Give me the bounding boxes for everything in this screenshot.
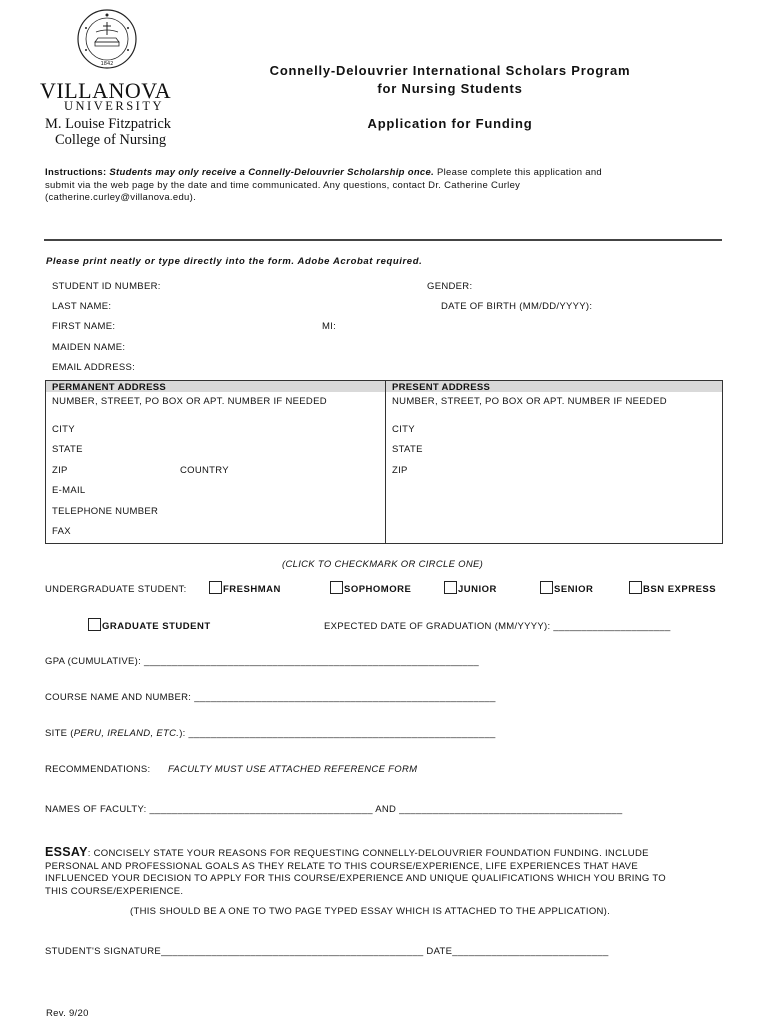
divider <box>44 239 722 241</box>
essay-section <box>45 846 725 898</box>
page-title-line2: for Nursing Students <box>377 81 523 96</box>
first-name-field[interactable]: FIRST NAME: <box>52 321 116 332</box>
site-prefix: SITE ( <box>45 728 74 739</box>
revision-label: Rev. 9/20 <box>46 1008 89 1019</box>
page-subtitle: Application for Funding <box>367 116 533 131</box>
page-title-line1: Connelly-Delouvrier International Scholars Program <box>269 63 631 78</box>
freshman-checkbox[interactable] <box>209 581 222 594</box>
recommendations-label: RECOMMENDATIONS: <box>45 764 151 775</box>
undergraduate-label: UNDERGRADUATE STUDENT: <box>45 584 187 595</box>
instructions <box>45 167 735 205</box>
essay-line4: THIS COURSE/EXPERIENCE. <box>45 885 184 897</box>
present-city-field[interactable]: CITY <box>392 424 415 435</box>
present-state-field[interactable]: STATE <box>392 444 423 455</box>
essay-text: : CONCISELY STATE YOUR REASONS FOR REQUESTING CONNELLY-DELOUVRIER FOUNDATION FUNDING. INCLUDE <box>87 848 649 859</box>
site-suffix: ): _______________________________________________________ <box>179 728 496 739</box>
instructions-label: Instructions: <box>45 167 107 178</box>
faculty-names-field[interactable]: NAMES OF FACULTY: ________________________________________ AND ________________________________________ <box>45 804 623 815</box>
instructions-emphasis: Students may only receive a Connelly-Delouvrier Scholarship once. <box>109 167 435 178</box>
present-street-field[interactable]: NUMBER, STREET, PO BOX OR APT. NUMBER IF NEEDED <box>392 396 667 407</box>
last-name-field[interactable]: LAST NAME: <box>52 301 112 312</box>
print-note: Please print neatly or type directly into the form. Adobe Acrobat required. <box>46 256 423 267</box>
logo-name: VILLANOVA <box>40 78 172 103</box>
logo-college-line2: College of Nursing <box>55 132 167 148</box>
present-zip-field[interactable]: ZIP <box>392 465 408 476</box>
recommendations-note: FACULTY MUST USE ATTACHED REFERENCE FORM <box>168 764 418 775</box>
bsn-express-checkbox[interactable] <box>629 581 642 594</box>
instructions-line2: submit via the web page by the date and time communicated. Any questions, contact Dr. Catherine Curley <box>45 179 521 191</box>
junior-checkbox[interactable] <box>444 581 457 594</box>
maiden-name-field[interactable]: MAIDEN NAME: <box>52 342 126 353</box>
course-field[interactable]: COURSE NAME AND NUMBER: ______________________________________________________ <box>45 692 496 703</box>
permanent-country-field[interactable]: COUNTRY <box>180 465 229 476</box>
permanent-zip-field[interactable]: ZIP <box>52 465 68 476</box>
senior-checkbox[interactable] <box>540 581 553 594</box>
freshman-label: FRESHMAN <box>223 584 281 595</box>
permanent-street-field[interactable]: NUMBER, STREET, PO BOX OR APT. NUMBER IF NEEDED <box>52 396 327 407</box>
junior-label: JUNIOR <box>458 584 497 595</box>
seal-year: 1842 <box>100 61 114 67</box>
permanent-email-field[interactable]: E-MAIL <box>52 485 86 496</box>
present-address-heading: PRESENT ADDRESS <box>392 382 491 393</box>
gpa-field[interactable]: GPA (CUMULATIVE): ____________________________________________________________ <box>45 656 480 667</box>
permanent-state-field[interactable]: STATE <box>52 444 83 455</box>
mi-field[interactable]: MI: <box>322 321 337 332</box>
permanent-telephone-field[interactable]: TELEPHONE NUMBER <box>52 506 159 517</box>
site-examples: PERU, IRELAND, ETC. <box>73 728 180 739</box>
student-id-field[interactable]: STUDENT ID NUMBER: <box>52 281 161 292</box>
university-seal-logo <box>76 8 138 70</box>
essay-heading: ESSAY <box>45 845 88 859</box>
sophomore-label: SOPHOMORE <box>344 584 412 595</box>
signature-field[interactable]: STUDENT'S SIGNATURE_______________________________________________ DATE____________________________ <box>45 946 609 957</box>
sophomore-checkbox[interactable] <box>330 581 343 594</box>
expected-graduation-field[interactable]: EXPECTED DATE OF GRADUATION (MM/YYYY): _____________________ <box>324 621 671 632</box>
permanent-address-heading: PERMANENT ADDRESS <box>52 382 167 393</box>
logo-college-line1: M. Louise Fitzpatrick <box>45 116 172 132</box>
site-field[interactable] <box>45 728 496 739</box>
instructions-line3: (catherine.curley@villanova.edu). <box>45 192 197 203</box>
graduate-student-checkbox[interactable] <box>88 618 101 631</box>
senior-label: SENIOR <box>554 584 594 595</box>
graduate-student-label: GRADUATE STUDENT <box>102 621 211 632</box>
click-note: (CLICK TO CHECKMARK OR CIRCLE ONE) <box>282 559 484 570</box>
instructions-text: Please complete this application and <box>434 167 602 178</box>
essay-line3: INFLUENCED YOUR DECISION TO APPLY FOR THIS COURSE/EXPERIENCE AND UNIQUE QUALIFICATIONS WHICH YOU BRING TO <box>45 873 666 884</box>
dob-field[interactable]: DATE OF BIRTH (MM/DD/YYYY): <box>441 301 593 312</box>
permanent-city-field[interactable]: CITY <box>52 424 75 435</box>
email-field[interactable]: EMAIL ADDRESS: <box>52 362 136 373</box>
logo-university: UNIVERSITY <box>64 99 164 113</box>
address-column-divider <box>385 381 386 543</box>
essay-note: (THIS SHOULD BE A ONE TO TWO PAGE TYPED ESSAY WHICH IS ATTACHED TO THE APPLICATION). <box>130 906 611 917</box>
essay-line2: PERSONAL AND PROFESSIONAL GOALS AS THEY RELATE TO THIS COURSE/EXPERIENCE, LIFE EXPERIENCES THAT HAVE <box>45 860 638 872</box>
bsn-express-label: BSN EXPRESS <box>643 584 717 595</box>
permanent-fax-field[interactable]: FAX <box>52 526 71 537</box>
gender-field[interactable]: GENDER: <box>427 281 473 292</box>
